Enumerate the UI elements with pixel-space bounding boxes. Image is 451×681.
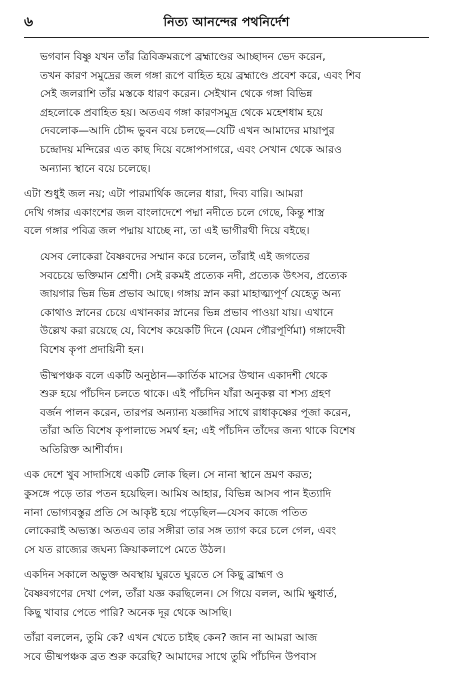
text-line: কুসঙ্গে পড়ে তার পতন হয়েছিল। আমিষ আহার, বিভিন্ন আসব পান ইত্যাদি <box>24 488 332 501</box>
text-line: ভগবান বিষ্ণু যখন তাঁর ত্রিবিক্রমরূপে ব্রহ্মাণ্ডের আচ্ছাদন ভেদ করেন, <box>40 51 326 63</box>
paragraph <box>24 566 429 622</box>
text-line: উল্লেখ করা রয়েছে যে, বিশেষ কয়েকটি দিনে (যেমন গৌরপূর্ণিমা) গঙ্গাদেবী <box>40 325 346 338</box>
paragraph <box>24 629 429 666</box>
text-line: তাঁরা অতি বিশেষ কৃপালাভে সমর্থ হন; এই পাঁচদিন তাঁদের জন্য থাকে বিশেষ <box>40 425 356 438</box>
running-title: নিত্য আনন্দের পথনির্দেশ <box>163 14 290 29</box>
text-line: এটা শুধুই জল নয়; এটা পারমার্থিক জলের ধারা, দিব্য বারি। আমরা <box>24 188 303 201</box>
text-line: অন্যান্য স্থানে বয়ে চলেছে। <box>40 162 151 175</box>
text-line: বলে গঙ্গার পবিত্র জল পদ্মায় যাচ্ছে না, তা এই ভাগীরথী দিয়ে বইছে। <box>24 225 310 238</box>
text-line: দেখি গঙ্গার একাংশের জল বাংলাদেশে পদ্মা নদীতে চলে গেছে, কিন্তু শাস্ত্র <box>24 206 325 219</box>
paragraph <box>24 48 429 178</box>
text-line: কিছু খাবার পেতে পারি? অনেক দূর থেকে আসছি। <box>24 606 232 619</box>
text-line: কোথাও স্নানের চেয়ে এখানকার স্নানের ভিন্ন প্রভাব পাওয়া যায়। এখানে <box>40 306 334 319</box>
text-line: জায়গার ভিন্ন ভিন্ন প্রভাব আছে। গঙ্গায় স্নান করা মাহাত্ম্যপূর্ণ যেহেতু অন্য <box>40 288 341 301</box>
text-line: নানা ভোগ্যবস্তুর প্রতি সে আকৃষ্ট হয়ে পড়েছিল—যেসব কাজে পতিত <box>24 506 308 519</box>
paragraph <box>24 466 429 559</box>
text-line: যেসব লোকেরা বৈষ্ণবদের সম্মান করে চলেন, তাঁরাই এই জগতের <box>40 250 310 263</box>
text-line: অতিরিক্ত আশীর্বাদ। <box>40 443 123 456</box>
text-line: তাঁরা বললেন, তুমি কে? এখন খেতে চাইছ কেন? জান না আমরা আজ <box>24 632 318 645</box>
body-text <box>24 48 429 666</box>
text-line: গ্রহলোকে প্রবাহিত হয়। অতএব গঙ্গা কারণসমুদ্র থেকে মহেশধাম হয়ে <box>40 106 323 119</box>
text-line: তখন কারণ সমুদ্রের জল গঙ্গা রূপে বাহিত হয়ে ব্রহ্মাণ্ডে প্রবেশ করে, এবং শিব <box>40 69 361 82</box>
text-line: লোকেরাই অভ্যস্ত। অতএব তার সঙ্গীরা তার সঙ্গ ত্যাগ করে চলে গেল, এবং <box>24 525 337 538</box>
text-line: বিশেষ কৃপা প্রদায়িনী হন। <box>40 343 144 356</box>
text-line: ভীষ্মপঞ্চক বলে একটি অনুষ্ঠান—কার্তিক মাসের উত্থান একাদশী থেকে <box>40 369 328 382</box>
text-line: বৈষ্ণবগণের দেখা পেল, তাঁরা যজ্ঞ করছিলেন। সে গিয়ে বলল, আমি ক্ষুধার্ত, <box>24 588 338 601</box>
text-line: সে যত রাজ্যের জঘন্য ক্রিয়াকলাপে মেতে উঠল। <box>24 543 226 556</box>
text-line: এক দেশে খুব সাদাসিধে একটি লোক ছিল। সে নানা স্থানে ভ্রমণ করত; <box>24 469 313 482</box>
paragraph <box>24 367 429 460</box>
text-line: শুরু হয়ে পাঁচদিন চলতে থাকে। এই পাঁচদিন যাঁরা অনুকল্প বা শস্য গ্রহণ <box>40 388 331 401</box>
text-line: চন্দ্রোদয় মন্দিরের এত কাছ দিয়ে বঙ্গোপসাগরে, এবং সেখান থেকে আরও <box>40 143 342 156</box>
text-line: একদিন সকালে অভুক্ত অবস্থায় ঘুরতে ঘুরতে সে কিছু ব্রাহ্মণ ও <box>24 569 284 582</box>
paragraph <box>24 248 429 360</box>
text-line: সবচেয়ে ভক্তিমান শ্রেণী। সেই রকমই প্রত্যেক নদী, প্রত্যেক উৎসব, প্রত্যেক <box>40 269 348 282</box>
text-line: দেবলোক—আদি চৌদ্দ ভুবন বয়ে চলছে—যেটি এখন আমাদের মায়াপুর <box>40 125 335 138</box>
text-line: সবে ভীষ্মপঞ্চক ব্রত শুরু করেছি? আমাদের সাথে তুমি পাঁচদিন উপবাস <box>24 650 317 663</box>
page-number: ৬ <box>24 14 34 30</box>
text-line: বর্জন পালন করেন, তারপর অন্যান্য যজ্ঞাদির সাথে রাধাকৃষ্ণের পূজা করেন, <box>40 406 352 419</box>
text-line: সেই জলরাশি তাঁর মস্তকে ধারণ করেন। সেইখান থেকে গঙ্গা বিভিন্ন <box>40 88 313 101</box>
paragraph <box>24 185 429 241</box>
page-header <box>24 12 429 38</box>
